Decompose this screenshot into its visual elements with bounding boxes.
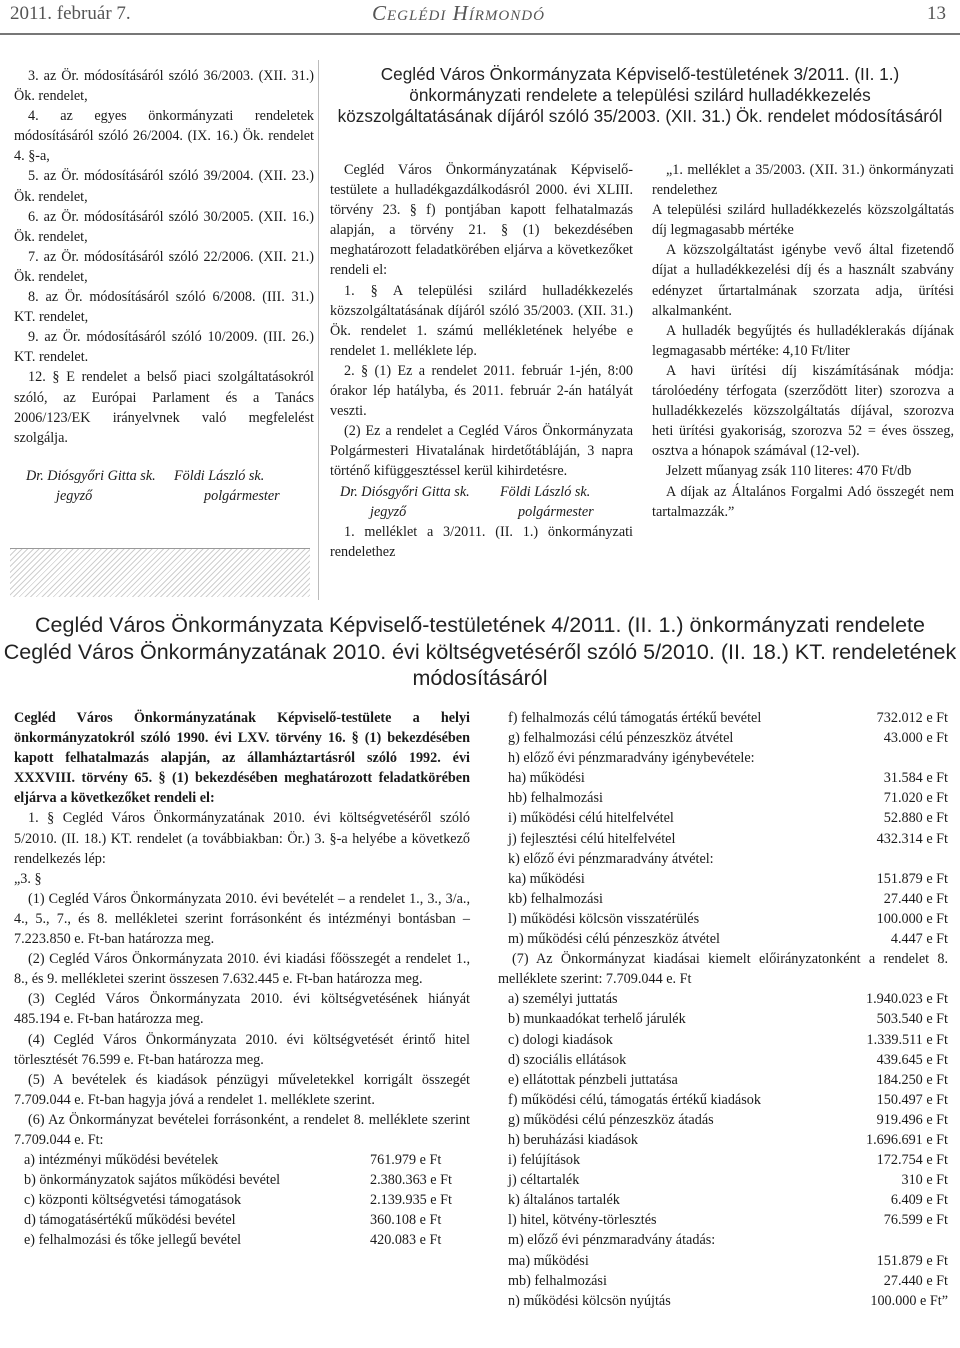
- decree-2-section-1: 1. § Cegléd Város Önkormányzatának 2010. évi költségvetéséről szóló 5/2010. (II. 18.) KT. rendelet (a továbbiakban: Ör.) 3. §-a helyébe a következő rendelkezés lép:: [14, 810, 470, 867]
- list-item: 5. az Ör. módosításáról szóló 39/2004. (XII. 23.) Ök. rendelet,: [14, 168, 314, 205]
- annex-paragraph: A közszolgáltatást igénybe vevő által fizetendő díjat a hulladékkezelési díj és a használt szabvány edényzet űrtartalmának szorzata adja, ürítési alkalmanként.: [652, 242, 954, 319]
- signature-role-notary: jegyző: [370, 503, 407, 520]
- decree-1-body: [330, 160, 633, 562]
- annex-paragraph: A díjak az Általános Forgalmi Adó összegét nem tartalmazzák.”: [652, 483, 954, 520]
- annex-subtitle: A települési szilárd hulladékkezelés közszolgáltatás díj legmagasabb mértéke: [652, 202, 954, 239]
- income-list-continued: [498, 708, 948, 949]
- decree-1-section-1: 1. § A települési szilárd hulladékkezelés közszolgáltatásának díjáról szóló 35/2003. (XII. 31.) Ök. rendelet 1. számú mellékletének helyébe e rendelet 1. melléklete lép.: [330, 282, 633, 359]
- decree-2-para: (5) A bevételek és kiadások pénzügyi műveletekkel korrigált összegét 7.709.044 e. Ft-ban hagyja jóvá a rendelet 1. melléklete szerint.: [14, 1071, 470, 1108]
- list-item: e) felhalmozási és tőke jellegű bevétel 420.083 e Ft: [24, 1232, 442, 1249]
- list-item: k) előző évi pénzmaradvány átvétel:: [508, 850, 714, 867]
- decree-2-para: (4) Cegléd Város Önkormányzata 2010. évi költségvetését érintő hitel törlesztését 76.599 e. Ft-ban határozza meg.: [14, 1031, 470, 1068]
- list-item: f) felhalmozás célú támogatás értékű bevétel 732.012 e Ft: [508, 710, 948, 726]
- list-item: f) működési célú, támogatás értékű kiadások 150.497 e Ft: [508, 1091, 948, 1108]
- list-item: k) általános tartalék 6.409 e Ft: [508, 1192, 948, 1209]
- decree-1-section-2-1: 2. § (1) Ez a rendelet 2011. február 1-jén, 8:00 órakor lép hatályba, és 2011. február 2-án hatályát veszti.: [330, 362, 633, 420]
- expense-intro: (7) Az Önkormányzat kiadásai kiemelt előirányzatonként a rendelet 8. melléklete szerint: 7.709.044 e. Ft: [498, 951, 948, 988]
- decree-1-annex-ref: 1. melléklet a 3/2011. (II. 1.) önkormányzati rendelethez: [330, 523, 633, 560]
- signature-name-mayor: Földi László sk.: [500, 483, 591, 500]
- page-number: 13: [927, 3, 946, 24]
- decree-2-para: (1) Cegléd Város Önkormányzata 2010. évi bevételét – a rendelet 1., 3., 3/a., 4., 5., 7., és 8. mellékletei szerint forrásonként és intézményi bontásban – 7.223.850 e. Ft-ban határozza meg.: [14, 890, 470, 948]
- list-item: 4. az egyes önkormányzati rendeletek módosításáról szóló 26/2004. (IX. 16.) Ök. rendelet 4. §-a,: [14, 108, 314, 165]
- signature-name-notary: Dr. Diósgyőri Gitta sk.: [340, 483, 470, 500]
- list-item: 9. az Ör. módosításáról szóló 10/2009. (III. 26.) KT. rendelet.: [14, 329, 314, 366]
- list-item: kb) felhalmozási 27.440 e Ft: [508, 890, 948, 907]
- left-column: [14, 66, 314, 506]
- decree-1-preamble: Cegléd Város Önkormányzatának Képviselő-testülete a hulladékgazdálkodásról 2000. évi XLIII. törvény 23. § f) pontjában kapott felhatalmazás alapján, a törvény 21. § (1) bekezdésében meghatározott feladatkörében eljárva a következőket rendeli el:: [330, 162, 633, 279]
- list-item: b) munkaadókat terhelő járulék 503.540 e Ft: [508, 1011, 948, 1028]
- signature-name-notary: Dr. Diósgyőri Gitta sk.: [26, 467, 156, 484]
- list-item: d) szociális ellátások 439.645 e Ft: [508, 1051, 948, 1068]
- signature-name-mayor: Földi László sk.: [174, 467, 265, 484]
- list-item: m) előző évi pénzmaradvány átadás:: [508, 1232, 716, 1249]
- list-item: a) személyi juttatás 1.940.023 e Ft: [508, 991, 948, 1008]
- decree-2-right-column: [498, 708, 948, 1311]
- page-header: [0, 0, 960, 32]
- list-item: j) céltartalék 310 e Ft: [508, 1172, 948, 1189]
- list-item: a) intézményi működési bevételek 761.979 e Ft: [24, 1152, 442, 1169]
- list-item: l) működési kölcsön visszatérülés 100.000 e Ft: [508, 910, 948, 927]
- column-divider: [318, 60, 319, 600]
- annex-paragraph: Jelzett műanyag zsák 110 literes: 470 Ft/db: [666, 463, 912, 480]
- list-item: 7. az Ör. módosításáról szóló 22/2006. (XII. 21.) Ök. rendelet,: [14, 248, 314, 285]
- expense-list: [498, 989, 948, 1311]
- list-item: h) beruházási kiadások 1.696.691 e Ft: [508, 1131, 948, 1148]
- list-item: g) felhalmozási célú pénzeszköz átvétel 43.000 e Ft: [508, 730, 948, 747]
- signature-role-notary: jegyző: [56, 487, 93, 504]
- list-item: ka) működési 151.879 e Ft: [508, 870, 948, 887]
- decree-2-left-column: [14, 708, 470, 1251]
- list-item: ma) működési 151.879 e Ft: [508, 1252, 948, 1269]
- list-item: j) fejlesztési célú hitelfelvétel 432.314 e Ft: [508, 830, 948, 847]
- decree-1-signature-names: [330, 482, 633, 502]
- list-item: h) előző évi pénzmaradvány igénybevétele:: [508, 750, 755, 767]
- signature-roles: [14, 486, 314, 506]
- decree-2-preamble: Cegléd Város Önkormányzatának Képviselő-testülete a helyi önkormányzatokról szóló 1990. évi LXV. törvény 16. § (1) bekezdésében kapott felhatalmazás alapján, az államháztartásról szóló 1992. évi XXXVIII. törvény 65. § (1) bekezdésében meghatározott feladatkörében eljárva a következőket rendeli el:: [14, 710, 470, 807]
- header-rule: [0, 33, 960, 35]
- list-item: g) működési célú pénzeszköz átadás 919.496 e Ft: [508, 1111, 948, 1128]
- list-item: d) támogatásértékű működési bevétel 360.108 e Ft: [24, 1212, 442, 1229]
- decree-1-section-2-2: (2) Ez a rendelet a Cegléd Város Önkormányzata Polgármesteri Hivatalának hirdetőtábláján, 3 napra történő kifüggesztéssel kerül kihirdetésre.: [330, 423, 633, 480]
- list-item: c) központi költségvetési támogatások 2.139.935 e Ft: [24, 1192, 452, 1209]
- list-item: e) ellátottak pénzbeli juttatása 184.250 e Ft: [508, 1071, 948, 1088]
- decree-1-title: Cegléd Város Önkormányzata Képviselő-testületének 3/2011. (II. 1.) önkormányzati rendelete a települési szilárd hulladékkezelés közszolgáltatásának díjáról szóló 35/2003. (XII. 31.) Ök. rendelet módosításáról: [337, 64, 943, 126]
- decree-2-title: Cegléd Város Önkormányzata Képviselő-testületének 4/2011. (II. 1.) önkormányzati rendelete Cegléd Város Önkormányzatának 2010. évi költségvetéséről szóló 5/2010. (II. 18.) KT. rendeletének módosításáról: [3, 613, 957, 690]
- annex-paragraph: A hulladék begyűjtés és hulladéklerakás díjának legmagasabb mértéke: 4,10 Ft/liter: [652, 322, 954, 359]
- header-title: Ceglédi Hírmondó: [372, 1, 545, 25]
- list-item: mb) felhalmozási 27.440 e Ft: [508, 1272, 948, 1289]
- list-item: l) hitel, kötvény-törlesztés 76.599 e Ft: [508, 1212, 948, 1229]
- annex-heading: „1. melléklet a 35/2003. (XII. 31.) önkormányzati rendelethez: [652, 162, 954, 199]
- list-item: c) dologi kiadások 1.339.511 e Ft: [508, 1031, 948, 1048]
- signature-names: [14, 466, 314, 486]
- signature-role-mayor: polgármester: [204, 487, 280, 504]
- annex-paragraph: A havi ürítési díj kiszámításának módja: tárolóedény térfogata (szerződött liter) szorozva a hulladékkezelés közszolgáltatás díjával, szorozva heti ürítési gyakoriság, szorozva 52 = éves összeg, osztva a hónapok számával (12-vel).: [652, 362, 954, 460]
- list-item: b) önkormányzatok sajátos működési bevétel 2.380.363 e Ft: [24, 1172, 452, 1189]
- list-item: 8. az Ör. módosításáról szóló 6/2008. (III. 31.) KT. rendelet,: [14, 289, 314, 326]
- decree-2-para: (3) Cegléd Város Önkormányzata 2010. évi költségvetésének hiányát 485.194 e. Ft-ban határozza meg.: [14, 991, 470, 1028]
- list-item: 6. az Ör. módosításáról szóló 30/2005. (XII. 16.) Ök. rendelet,: [14, 208, 314, 245]
- decree-2-section-3-heading: „3. §: [14, 870, 42, 887]
- list-item: n) működési kölcsön nyújtás 100.000 e Ft”: [508, 1292, 948, 1309]
- header-date: 2011. február 7.: [10, 3, 131, 24]
- signature-role-mayor: polgármester: [518, 503, 594, 520]
- decorative-stripes: [10, 548, 310, 597]
- decree-2-para: (2) Cegléd Város Önkormányzata 2010. évi kiadási főösszegét a rendelet 1., 8., és 9. mellékletei szerint összesen 7.632.445 e. Ft-ban határozza meg.: [14, 951, 470, 988]
- list-item: m) működési célú pénzeszköz átvétel 4.447 e Ft: [508, 931, 948, 948]
- list-item: 3. az Ör. módosításáról szóló 36/2003. (XII. 31.) Ök. rendelet,: [14, 68, 314, 105]
- income-list: [14, 1150, 470, 1250]
- decree-1-signature-roles: [330, 502, 633, 522]
- list-item: ha) működési 31.584 e Ft: [508, 770, 948, 787]
- decree-2-para: (6) Az Önkormányzat bevételei forrásonként, a rendelet 8. melléklete szerint 7.709.044 e. Ft:: [14, 1111, 470, 1148]
- list-item: hb) felhalmozási 71.020 e Ft: [508, 790, 948, 807]
- decree-1-annex: [652, 160, 954, 522]
- list-item: i) működési célú hitelfelvétel 52.880 e Ft: [508, 810, 948, 827]
- section-12: 12. § E rendelet a belső piaci szolgáltatásokról szóló, az Európai Parlament és a Tanács 2006/123/EK irányelvnek való megfelelést szolgálja.: [14, 369, 314, 446]
- list-item: i) felújítások 172.754 e Ft: [508, 1152, 948, 1169]
